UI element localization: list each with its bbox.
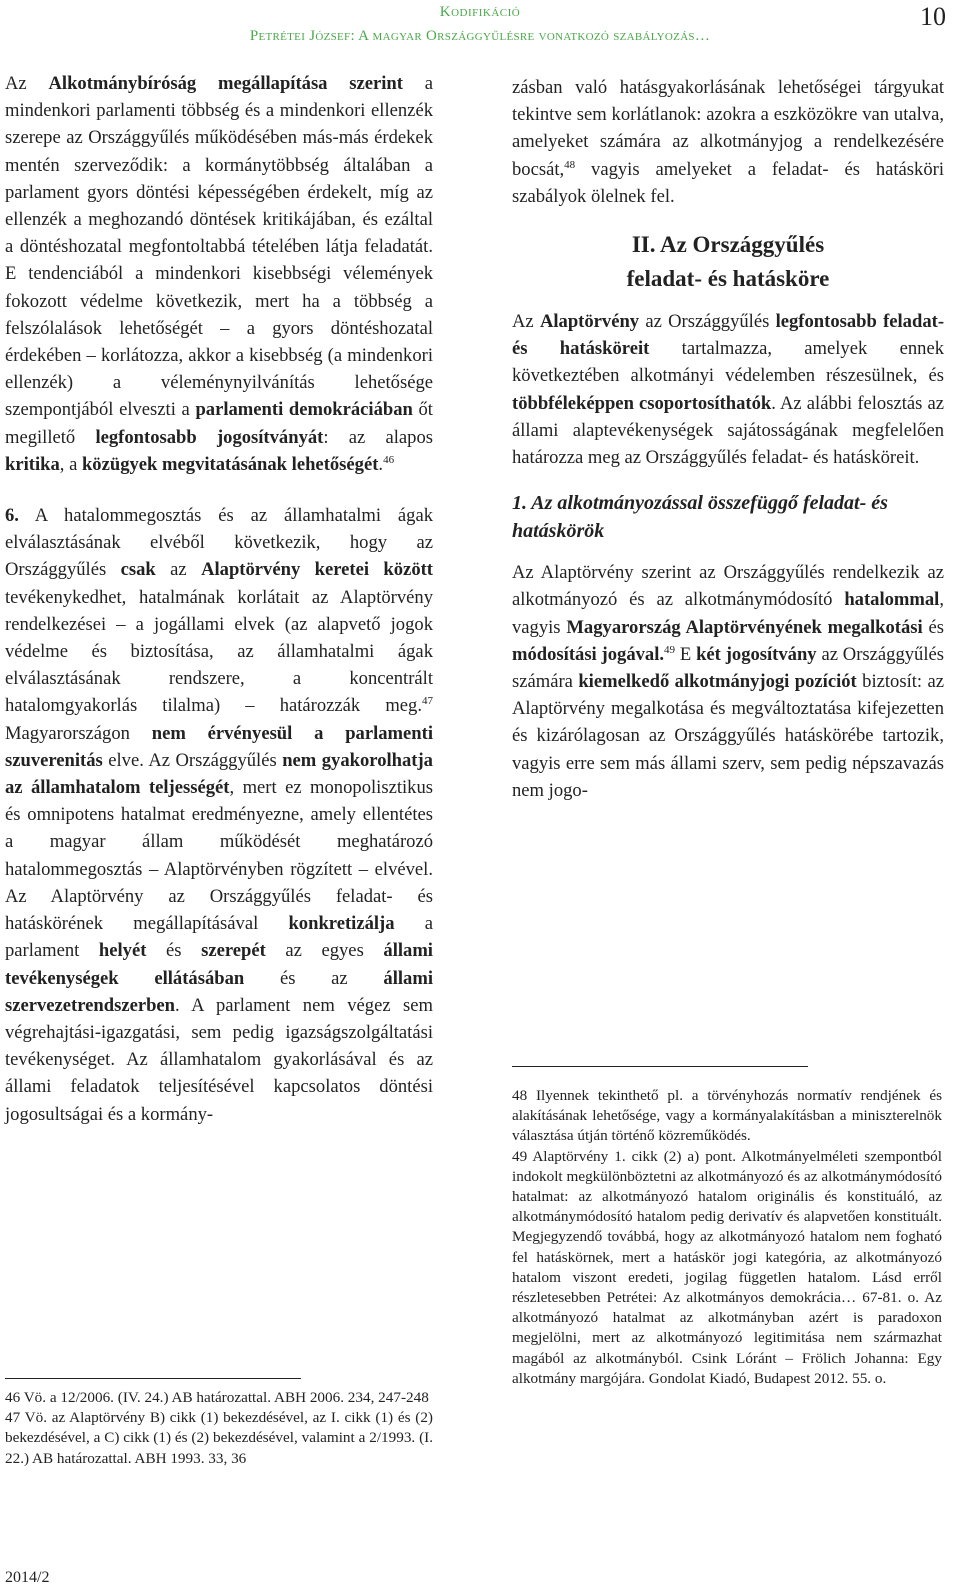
footnote-ref-48[interactable]: 48 xyxy=(564,158,576,171)
running-header: Petrétei József: A magyar Országgyűlésre vonatkozó szabályozás… xyxy=(249,28,711,44)
footnote-ref-49[interactable]: 49 xyxy=(664,643,676,656)
footnotes-right xyxy=(512,1086,942,1389)
footnote-48: 48 Ilyennek tekinthető pl. a törvényhozás normatív rendjének és alakításának lehetősége, vagy a kormányalakításban a miniszterelnök választása útján történő közreműködés. xyxy=(512,1087,942,1145)
footnotes-left xyxy=(5,1388,433,1469)
footnote-ref-47[interactable]: 47 xyxy=(422,695,433,708)
issue-footer: 2014/2 xyxy=(5,1569,50,1586)
footnote-separator-right xyxy=(512,1066,808,1067)
paragraph-alaptorveny: Az Alaptörvény az Országgyűlés legfontosabb feladat- és hatásköreit tartalmazza, amelyek ennek következtében alkotmányi védelemben részesülnek, és többféleképpen csoportosíthatók. Az alábbi felosztás az állami alaptevékenységek sajátosságának megfelelően határozza meg az Országgyűlés feladat- és hatásköreit. xyxy=(512,311,945,469)
page-number: 10 xyxy=(920,2,946,31)
paragraph-alkotmanyozas: Az Alaptörvény szerint az Országgyűlés rendelkezik az alkotmányozó és az alkotmánymódosító hatalommal, vagyis Magyarország Alaptörvényének megalkotási és módosítási jogával.$^{49}$ E két jogosítvány az Országgyűlés számára kiemelkedő alkotmányjogi pozíciót biztosít: az Alaptörvény megalkotása és megváltoztatása kifejezetten és kizárólagosan az Országgyűlés hatáskörébe tartozik, vagyis erre sem más állami szerv, sem pedig népszavazás nem jogo- xyxy=(512,562,945,801)
footnote-separator-left xyxy=(5,1378,301,1379)
left-column xyxy=(5,70,433,1128)
paragraph-alkotmanybirosag: Az Alkotmánybíróság megállapítása szerint a mindenkori parlamenti többség és a mindenkori ellenzék szerepe az Országgyűlés működésében más-más érdekek mentén szerveződik: a kormánytöbbség általában a parlament gyors döntési képességében érdekelt, míg az ellenzék a meghozandó döntések kritikájában, és ezáltal a döntéshozatal megfontoltabbá tételében látja feladatát. E tendenciából a mindenkori kisebbségi vélemények fokozott védelme következik, mert ha a többség a felszólalások lehetőségét – a gyors döntéshozatal érdekében – korlátozza, akkor a kisebbség (a mindenkori ellenzék) a véleménynyilvánítás lehetősége szempontjából elveszti a parlamenti demokráciában őt megillető legfontosabb jogosítványát: az alapos kritika, a közügyek megvitatásának lehetőségét.$^{46}$ xyxy=(5,73,434,475)
footnote-ref-46[interactable]: 46 xyxy=(383,453,395,466)
paragraph-continuation: zásban való hatásgyakorlásának lehetőségei tárgyukat tekintve sem korlátlanok: azokra a eszközökre van utalva, amelyeket számára az alkotmányjog a rendelkezésére bocsát,$^{48}$ vagyis amelyeket a feladat- és hatásköri szabályok ölelnek fel. xyxy=(512,77,944,207)
footnote-49: 49 Alaptörvény 1. cikk (2) a) pont. Alkotmányelméleti szempontból indokolt megkülönböztetni az alkotmányozó és az alkotmánymódosító hatalmat: az alkotmányozó hatalom originális és konstituáló, az alkotmánymódosító hatalom pedig derivatív és alapvetően konstituált. Megjegyzendő továbbá, hogy az alkotmányozó hatalom nem fogható fel hatáskörnek, mert a hatáskör jogi kategória, az alkotmányozó hatalom viszont eredeti, jogilag független hatalom. Lásd erről részletesebben Petrétei: Az alkotmányos demokrácia… 67-81. o. Az alkotmányozó hatalmat az alkotmányban azért is paradoxon megjelölni, mert az alkotmányozó legitimitása nem származhat magából az alkotmányból. Csink Lóránt – Frölich Johanna: Egy alkotmány margójára. Gondolat Kiadó, Budapest 2012. 55. o. xyxy=(512,1147,942,1387)
footnote-47: 47 Vö. az Alaptörvény B) cikk (1) bekezdésével, az I. cikk (1) és (2) bekezdésével, a C) cikk (1) és (2) bekezdésével, valamint a 2/1993. (I. 22.) AB határozattal. ABH 1993. 33, 36 xyxy=(5,1409,433,1467)
paragraph-6: 6. A hatalommegosztás és az államhatalmi ágak elválasztásának elvéből következik, hogy az Országgyűlés csak az Alaptörvény keretei között tevékenykedhet, hatalmának korlátait az Alaptörvény rendelkezései – a jogállami elvek (az alapvető jogok védelme és biztosítása, az államhatalmi ágak elválasztásának rendszere, a koncentrált hatalomgyakorlás tilalma) – határozzák meg.$^{47}$ Magyarországon nem érvényesül a parlamenti szuverenitás elve. Az Országgyűlés nem gyakorolhatja az államhatalom teljességét, mert ez monopolisztikus és omnipotens hatalmat eredményezne, amely ellentétes a magyar állam működését meghatározó hatalommegosztás – Alaptörvényben rögzített – elvével. Az Alaptörvény az Országgyűlés feladat- és hatáskörének megállapításával konkretizálja a parlament helyét és szerepét az egyes állami tevékenységek ellátásában és az állami szervezetrendszerben. A parlament nem végez sem végrehajtási-igazgatási, sem pedig igazságszolgáltatási tevékenységet. Az államhatalom gyakorlásával és az állami feladatok teljesítésével kapcsolatos döntési jogosultságai és a kormány- xyxy=(5,505,434,1125)
subsection-heading: 1. Az alkotmányozással összefüggő feladat- és hatáskörök xyxy=(512,492,888,543)
right-column xyxy=(512,74,944,804)
journal-title: Kodifikáció xyxy=(439,4,521,20)
section-heading: II. Az Országgyűlés feladat- és hatásköre xyxy=(626,232,830,292)
footnote-46: 46 Vö. a 12/2006. (IV. 24.) AB határozattal. ABH 2006. 234, 247-248 xyxy=(5,1389,429,1406)
